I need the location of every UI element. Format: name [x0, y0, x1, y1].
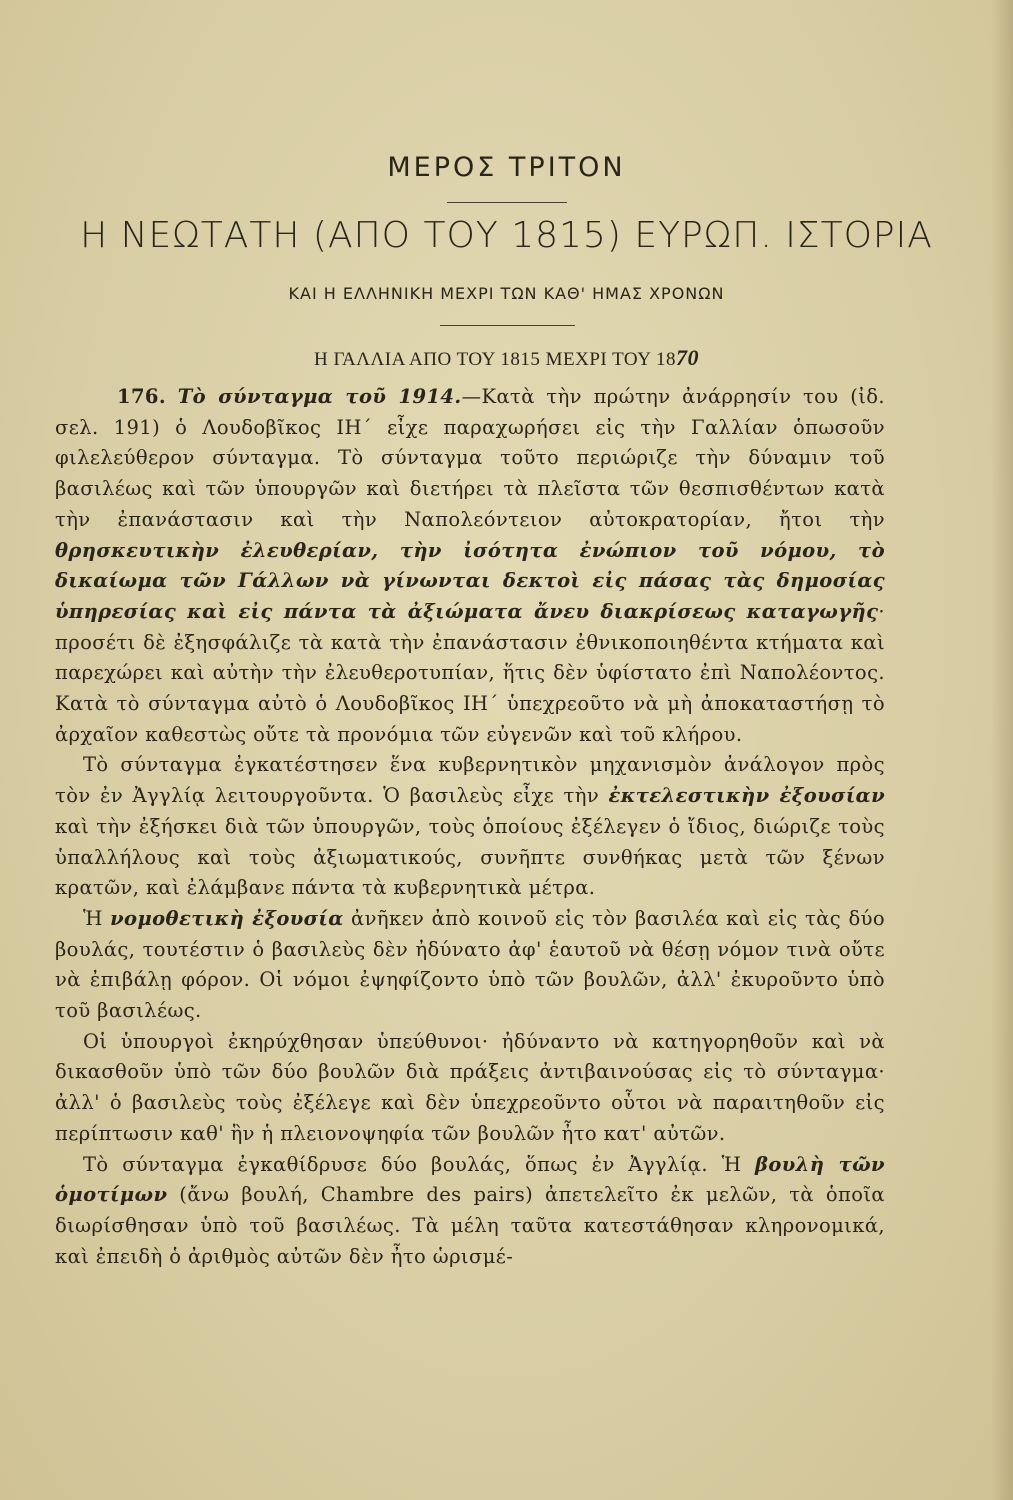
section-number: 176.	[117, 385, 167, 408]
paragraph-text: Τὸ σύνταγμα ἐγκαθίδρυσε δύο βουλάς, ὅπως ἐν Ἀγγλίᾳ. Ἡ	[83, 1152, 755, 1176]
paragraph-text: καὶ τὴν ἐξήσκει διὰ τῶν ὑπουργῶν, τοὺς ὁποίους ἐξέλεγεν ὁ ἴδιος, διώριζε τοὺς ὑπαλλήλους καὶ τοὺς ἀξιωματικούς, συνῆπτε συνθήκας μετὰ τῶν ξένων κρατῶν, καὶ ἐλάμβανε πάντα τὰ κυβερνητικὰ μέτρα.	[55, 814, 885, 900]
paragraph	[55, 1150, 885, 1273]
divider-rule	[440, 325, 575, 326]
paragraph-text: · προσέτι δὲ ἐξησφάλιζε τὰ κατὰ τὴν ἐπανάστασιν ἐθνικοποιηθέντα κτήματα καὶ παρεχώρει καὶ αὐτὴν τὴν ἐλευθεροτυπίαν, ἥτις δὲν ὑφίστατο ἐπὶ Ναπολέοντος. Κατὰ τὸ σύνταγμα αὐτὸ ὁ Λουδοβῖκος ΙΗ΄ ὑπεχρεοῦτο νὰ μὴ ἀποκαταστήσῃ τὸ ἀρχαῖον καθεστὼς οὔτε τὰ προνόμια τῶν εὐγενῶν καὶ τοῦ κλήρου.	[55, 599, 885, 746]
paragraph	[55, 750, 885, 904]
paragraph	[55, 904, 885, 1027]
body-text	[55, 382, 885, 1272]
subtitle: ΚΑΙ Η ΕΛΛΗΝΙΚΗ ΜΕΧΡΙ ΤΩΝ ΚΑΘ' ΗΜΑΣ ΧΡΟΝΩΝ	[288, 284, 725, 303]
section-title: Τὸ σύνταγμα τοῦ 1914.	[177, 385, 462, 408]
paragraph-text: Ἡ	[83, 906, 111, 930]
paragraph	[55, 382, 885, 750]
part-title: ΜΕΡΟΣ ΤΡΙΤΟΝ	[387, 152, 626, 183]
handwritten-year: 70	[675, 345, 699, 370]
main-title: Η ΝΕΩΤΑΤΗ (ΑΠΟ ΤΟΥ 1815) ΕΥΡΩΠ. ΙΣΤΟΡΙΑ	[80, 215, 933, 256]
emphasis-text: νομοθετικὴ ἐξουσία	[110, 906, 344, 930]
paragraph-text: ἀνῆκεν ἀπὸ κοινοῦ εἰς τὸν βασιλέα καὶ εἰς τὰς δύο βουλάς, τουτέστιν ὁ βασιλεὺς δὲν ἠδύνατο ἀφ' ἑαυτοῦ νὰ θέσῃ νόμον τινὰ οὔτε νὰ ἐπιβάλῃ φόρον. Οἱ νόμοι ἐψηφίζοντο ὑπὸ τῶν βουλῶν, ἀλλ' ἐκυροῦντο ὑπὸ τοῦ βασιλέως.	[55, 906, 885, 1023]
chapter-title: Η ΓΑΛΛΙΑ ΑΠΟ ΤΟΥ 1815 ΜΕΧΡΙ ΤΟΥ 18	[314, 349, 676, 370]
paragraph-text: —Κατὰ τὴν πρώτην ἀνάρρησίν του (ἰδ. σελ. 191) ὁ Λουδοβῖκος ΙΗ΄ εἶχε παραχωρήσει εἰς τὴν Γαλλίαν ὁπωσοῦν φιλελεύθερον σύνταγμα. Τὸ σύνταγμα τοῦτο περιώριζε τὴν δύναμιν τοῦ βασιλέως καὶ τῶν ὑπουργῶν καὶ διετήρει τὰ πλεῖστα τῶν θεσπισθέντων κατὰ τὴν ἐπανάστασιν καὶ τὴν Ναπολεόντειον αὐτοκρατορίαν, ἤτοι τὴν	[55, 385, 885, 531]
paragraph-text: Τὸ σύνταγμα ἐγκατέστησεν ἕνα κυβερνητικὸν μηχανισμὸν ἀνάλογον πρὸς τὸν ἐν Ἀγγλίᾳ λειτουργοῦντα. Ὁ βασιλεὺς εἶχε τὴν	[55, 753, 885, 808]
paragraph-text: (ἄνω βουλή, Chambre des pairs) ἀπετελεῖτο ἐκ μελῶν, τὰ ὁποῖα διωρίσθησαν ὑπὸ τοῦ βασιλέως. Τὰ μέλη ταῦτα κατεστάθησαν κληρονομικά, καὶ ἐπειδὴ ὁ ἀριθμὸς αὐτῶν δὲν ἦτο ὡρισμέ-	[55, 1183, 885, 1268]
paragraph: Οἱ ὑπουργοὶ ἐκηρύχθησαν ὑπεύθυνοι· ἠδύναντο νὰ κατηγορηθοῦν καὶ νὰ δικασθοῦν ὑπὸ τῶν δύο βουλῶν διὰ πράξεις ἀντιβαινούσας εἰς τὸ σύνταγμα· ἀλλ' ὁ βασιλεὺς τοὺς ἐξέλεγε καὶ δὲν ὑπεχρεοῦντο οὗτοι νὰ παραιτηθοῦν εἰς περίπτωσιν καθ' ἣν ἡ πλειονοψηφία τῶν βουλῶν ἦτο κατ' αὐτῶν.	[55, 1029, 885, 1145]
chapter-heading	[0, 345, 1013, 371]
divider-rule	[447, 202, 567, 203]
emphasis-text: ἐκτελεστικὴν ἐξουσίαν	[608, 784, 885, 808]
emphasis-text: θρησκευτικὴν ἐλευθερίαν, τὴν ἰσότητα ἐνώπιον τοῦ νόμου, τὸ δικαίωμα τῶν Γάλλων νὰ γίνωνται δεκτοὶ εἰς πάσας τὰς δημοσίας ὑπηρεσίας καὶ εἰς πάντα τὰ ἀξιώματα ἄνευ διακρίσεως καταγωγῆς	[55, 538, 885, 623]
emphasis-text: βουλὴ τῶν ὁμοτίμων	[55, 1152, 885, 1207]
